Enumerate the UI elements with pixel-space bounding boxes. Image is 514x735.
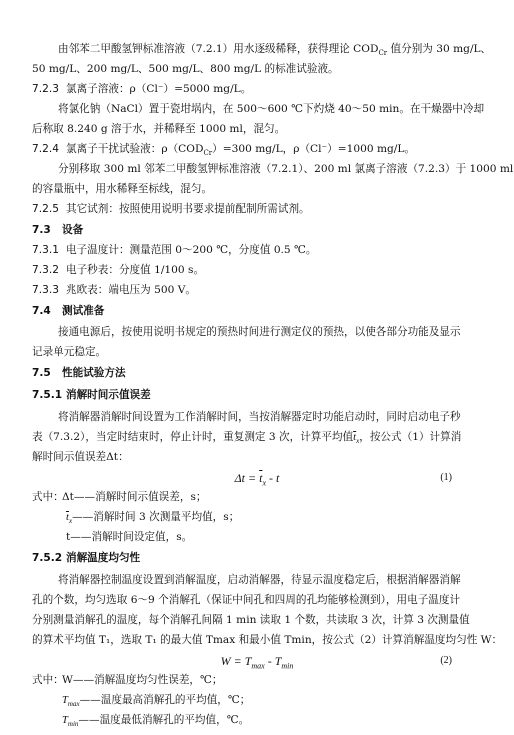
clause-7-2-3 bbox=[32, 82, 514, 96]
section-number: 7.4 bbox=[32, 305, 51, 317]
where-label: 式中： bbox=[32, 491, 64, 503]
clause-text: 氯离子干扰试验液：ρ（COD bbox=[66, 143, 204, 155]
text: ——温度最高消解孔的平均值，℃； bbox=[79, 694, 251, 706]
paragraph-line: 的容量瓶中，用水稀释至标线，混匀。 bbox=[32, 183, 213, 195]
section-title: 消解时间示值误差 bbox=[66, 389, 151, 401]
clause-7-2-4 bbox=[32, 142, 514, 160]
formula-number: (2) bbox=[440, 655, 452, 666]
paragraph-line: 孔的个数，均匀选取 6～9 个消解孔（保证中间孔和四周的孔均能够检测到），用电子温度计 bbox=[32, 594, 461, 606]
paragraph-line: 解时间示值误差Δt： bbox=[32, 451, 129, 463]
clause-text: 其它试剂：按照使用说明书要求提前配制所需试剂。 bbox=[66, 203, 310, 215]
section-title: 性能试验方法 bbox=[62, 367, 126, 379]
subsection-heading-7-5-2 bbox=[32, 551, 514, 565]
clause-number: 7.2.4 bbox=[32, 143, 59, 155]
paragraph-line: 分别测量消解孔的温度，每个消解孔间隔 1 min 读取 1 个数，共读取 3 次，计算 3 次测量值 bbox=[32, 614, 470, 626]
text: 表（7.3.2），当定时结束时，停止计时，重复测定 3 次，计算平均值 bbox=[32, 431, 354, 443]
section-title: 测试准备 bbox=[62, 305, 105, 317]
section-heading-7-4 bbox=[32, 304, 514, 318]
clause-text: 兆欧表：端电压为 500 V。 bbox=[66, 284, 196, 296]
section-number: 7.5.1 bbox=[32, 389, 63, 401]
paragraph-line bbox=[32, 430, 514, 448]
paragraph-line: 将消解器消解时间设置为工作消解时间，当按消解器定时功能启动时，同时启动电子秒 bbox=[58, 411, 461, 423]
clause-text: 电子温度计：测量范围 0～200 ℃，分度值 0.5 ℃。 bbox=[66, 244, 317, 256]
clause-text: 电子秒表：分度值 1/100 s。 bbox=[66, 264, 205, 276]
paragraph-line bbox=[58, 42, 514, 60]
paragraph-line: 记录单元稳定。 bbox=[32, 346, 107, 358]
clause-number: 7.3.3 bbox=[32, 284, 59, 296]
clause-text: 氯离子溶液：ρ（Cl⁻）=5000 mg/L。 bbox=[66, 83, 252, 95]
section-title: 设备 bbox=[62, 224, 84, 236]
symbol-definition: Δt——消解时间示值误差，s； bbox=[62, 491, 207, 503]
section-number: 7.3 bbox=[32, 224, 51, 236]
clause-number: 7.2.5 bbox=[32, 203, 59, 215]
clause-7-3-1 bbox=[32, 243, 514, 257]
subscript: Cr bbox=[378, 49, 388, 58]
clause-number: 7.3.2 bbox=[32, 264, 59, 276]
paragraph-line: 的算术平均值 T₁，选取 T₁ 的最大值 Tmax 和最小值 Tmin，按公式（2）计算消解温度均匀性 W： bbox=[32, 634, 503, 646]
text: 值分别为 30 mg/L、 bbox=[387, 43, 492, 55]
symbol-definition: $T_{max}——$温度最高消解孔的平均值，℃； bbox=[62, 694, 251, 709]
section-title: 消解温度均匀性 bbox=[66, 552, 141, 564]
formula-expression: $W = T_{max} - T_{min}$ bbox=[220, 654, 294, 671]
clause-7-3-2 bbox=[32, 263, 514, 277]
formula-1 bbox=[0, 470, 514, 491]
subscript: Cr bbox=[203, 149, 213, 158]
section-number: 7.5.2 bbox=[32, 552, 63, 564]
clause-text: ）=300 mg/L，ρ（Cl⁻）=1000 mg/L。 bbox=[212, 143, 415, 155]
section-heading-7-3 bbox=[32, 223, 514, 237]
formula-expression: $\Delta t = \overline{t}_x - t$ bbox=[234, 471, 280, 488]
paragraph-line: 50 mg/L、200 mg/L、500 mg/L、800 mg/L 的标准试验液。 bbox=[32, 63, 339, 75]
paragraph-line: 后称取 8.240 g 溶于水，并稀释至 1000 ml，混匀。 bbox=[32, 123, 286, 135]
section-number: 7.5 bbox=[32, 367, 51, 379]
text: 由邻苯二甲酸氢钾标准溶液（7.2.1）用水逐级稀释，获得理论 COD bbox=[58, 43, 379, 55]
text: ——温度最低消解孔的平均值，℃。 bbox=[78, 714, 250, 726]
clause-number: 7.3.1 bbox=[32, 244, 59, 256]
subsection-heading-7-5-1 bbox=[32, 388, 514, 402]
text: ——消解时间 3 次测量平均值，s； bbox=[72, 511, 240, 523]
where-label: 式中： bbox=[32, 674, 64, 686]
formula-number: (1) bbox=[440, 472, 452, 483]
paragraph-line: 将消解器控制温度设置到消解温度，启动消解器，待显示温度稳定后，根据消解器消解 bbox=[58, 574, 461, 586]
formula-2 bbox=[0, 653, 514, 674]
clause-number: 7.2.3 bbox=[32, 83, 59, 95]
paragraph-line: 分别移取 300 ml 邻苯二甲酸氢钾标准溶液（7.2.1）、200 ml 氯离子溶液（7.2.3）于 1000 ml bbox=[58, 163, 514, 175]
symbol-definition: t——消解时间设定值，s。 bbox=[66, 531, 193, 543]
text: ，按公式（1）计算消 bbox=[359, 431, 462, 443]
clause-7-2-5 bbox=[32, 202, 514, 216]
paragraph-line: 将氯化钠（NaCl）置于瓷坩埚内，在 500～600 ℃下灼烧 40～50 min。在干燥器中冷却 bbox=[58, 103, 485, 115]
paragraph-line: 接通电源后，按使用说明书规定的预热时间进行测定仪的预热，以使各部分功能及显示 bbox=[58, 326, 461, 338]
symbol-definition: W——消解温度均匀性误差，℃； bbox=[62, 674, 223, 686]
mean-symbol: $\overline{t}_x$ bbox=[353, 432, 360, 446]
section-heading-7-5 bbox=[32, 366, 514, 380]
symbol-definition: $T_{min}——$温度最低消解孔的平均值，℃。 bbox=[62, 714, 250, 729]
symbol-definition: $\overline{t}_x——$消解时间 3 次测量平均值，s； bbox=[66, 511, 240, 526]
clause-7-3-3 bbox=[32, 283, 514, 297]
